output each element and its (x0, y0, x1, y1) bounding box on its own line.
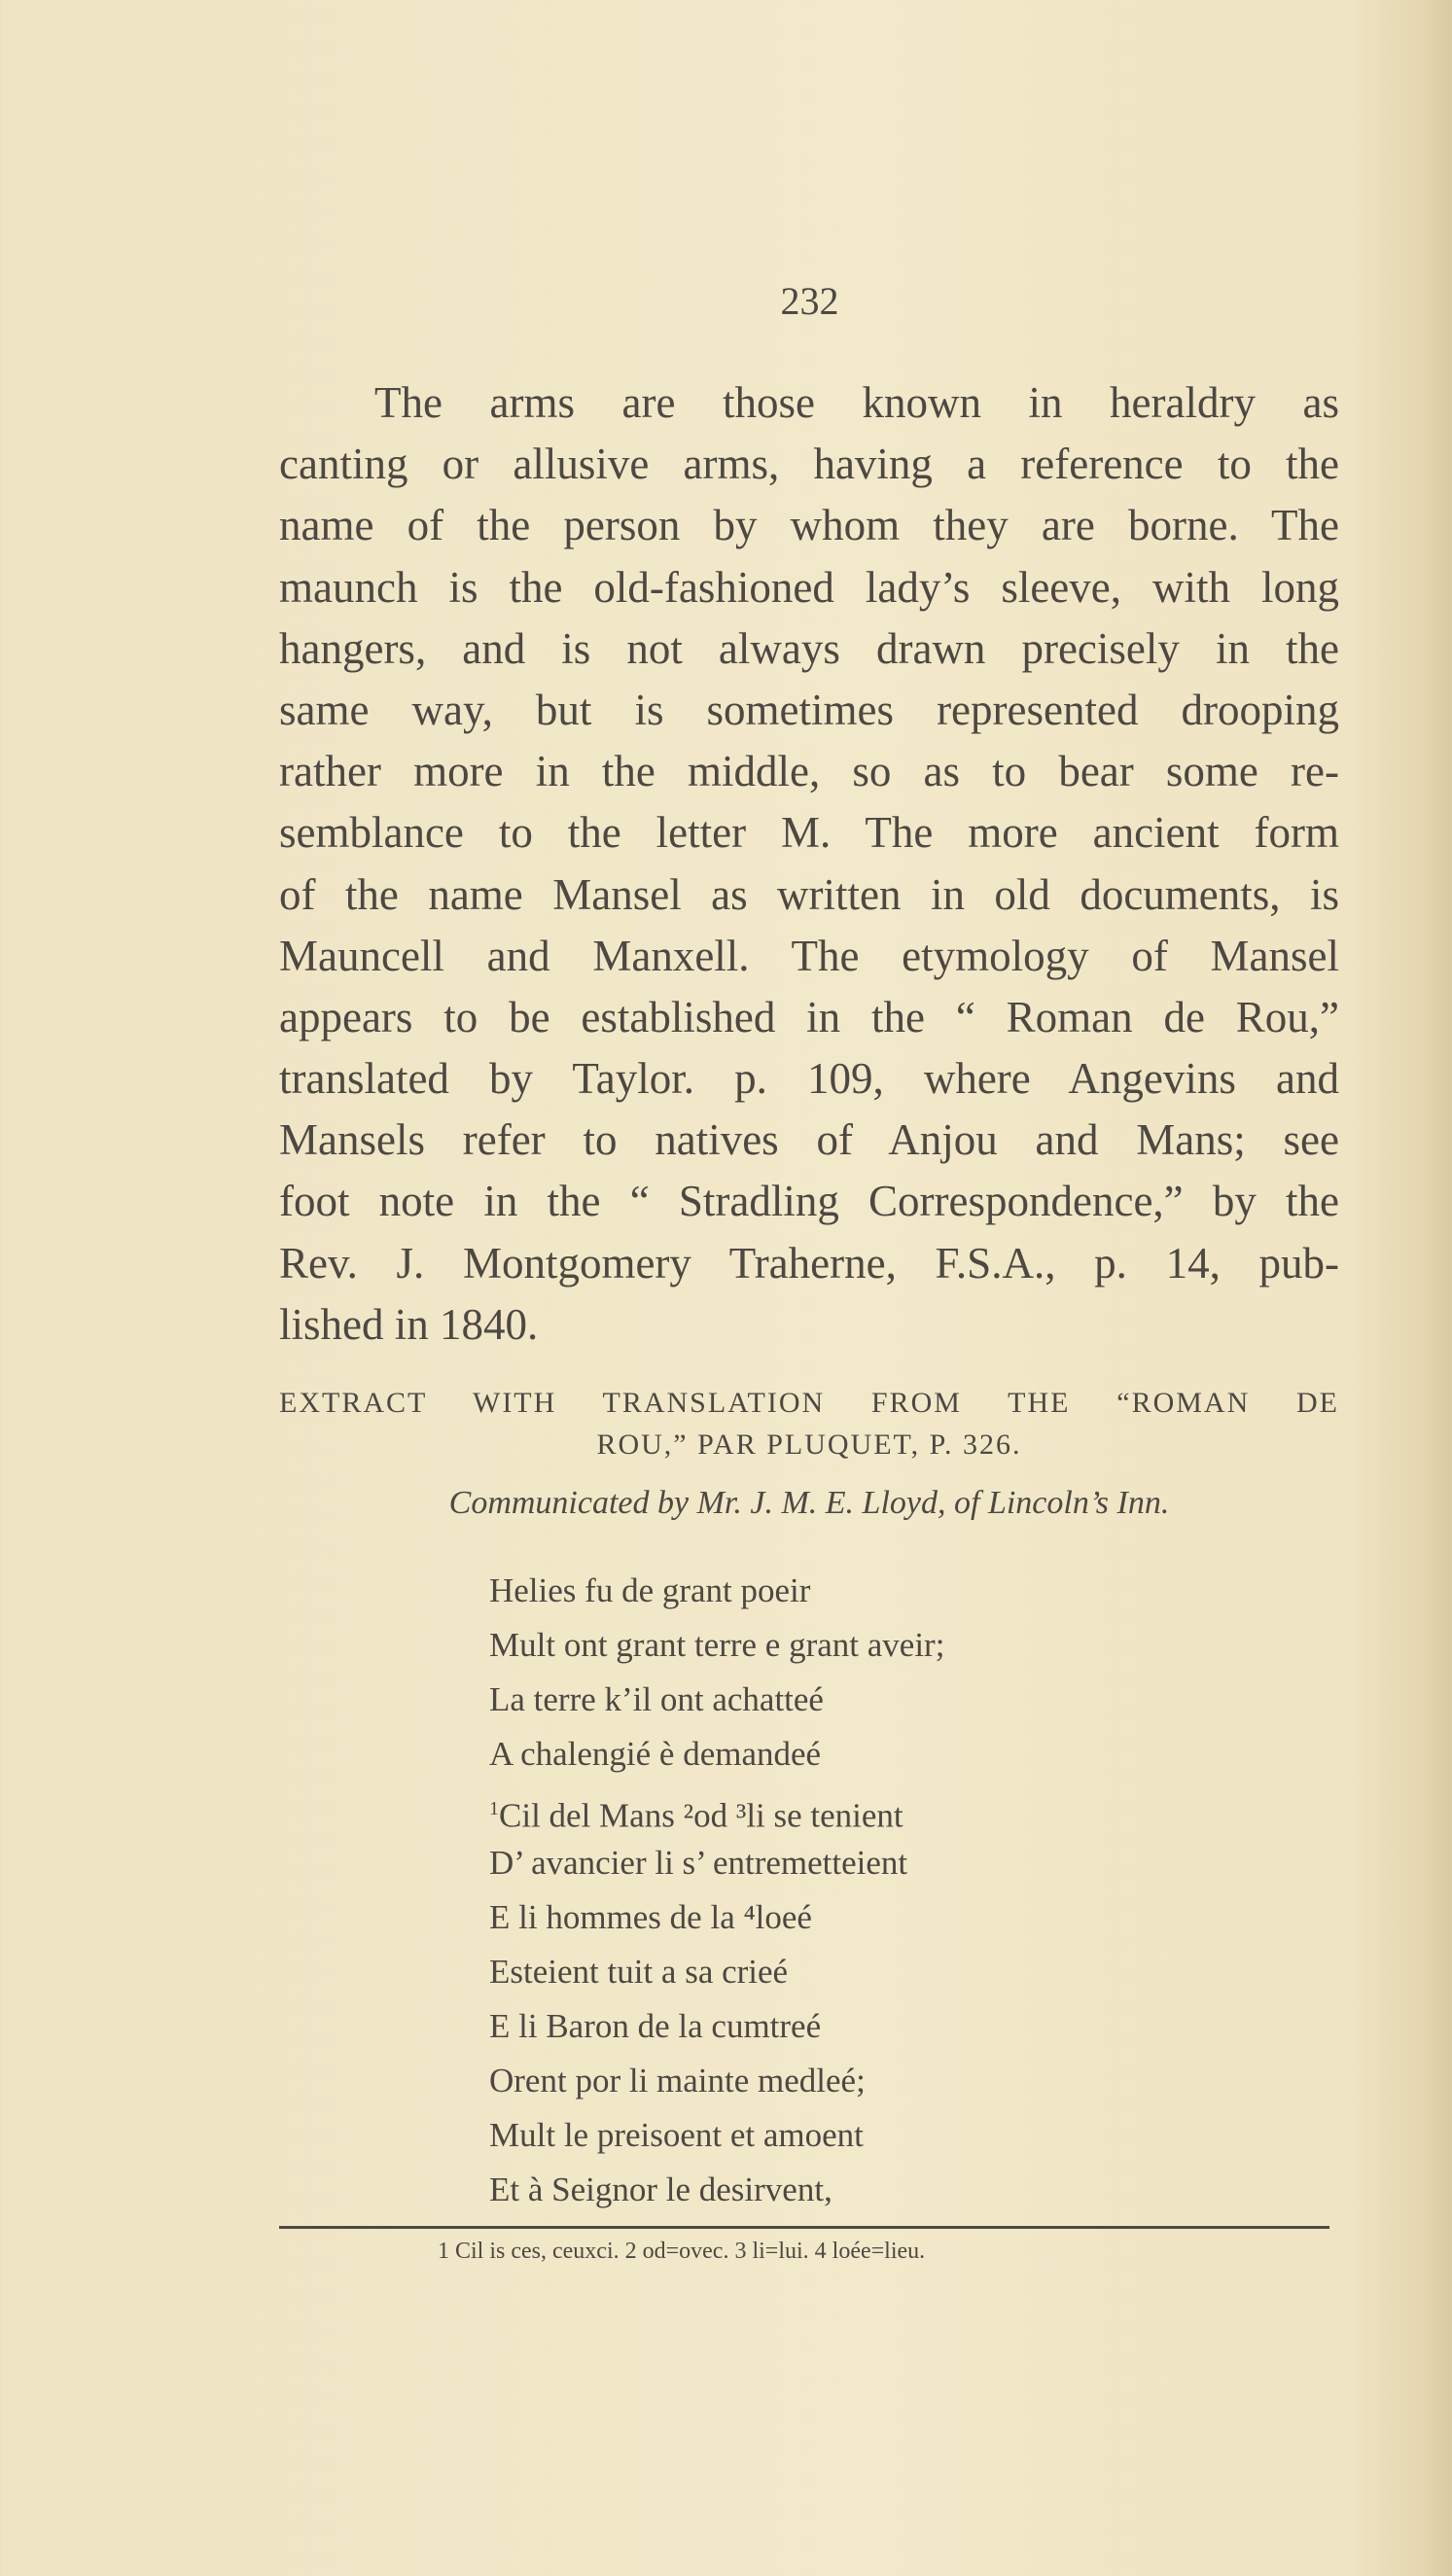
footnote-divider (279, 2226, 1329, 2229)
verse-text: Cil del Mans ²od ³li se tenient (499, 1796, 903, 1835)
paragraph-line: Mauncell and Manxell. The etymology of Mansel (279, 931, 1339, 980)
body-paragraph (279, 372, 1339, 1356)
paragraph-line: Rev. J. Montgomery Traherne, F.S.A., p. 14, pub- (279, 1238, 1339, 1288)
verse-line: Et à Seignor le desirvent, (489, 2170, 832, 2208)
verse-line: Mult le preisoent et amoent (489, 2116, 864, 2154)
footnotes: 1 Cil is ces, ceuxci. 2 od=ovec. 3 li=lui. 4 loée=lieu. (438, 2239, 926, 2264)
paragraph-line: canting or allusive arms, having a reference to the (279, 440, 1339, 489)
paragraph-line: translated by Taylor. p. 109, where Angevins and (279, 1054, 1339, 1104)
page-number: 232 (780, 279, 839, 323)
section-heading-line-1: EXTRACT WITH TRANSLATION FROM THE “ROMAN DE (279, 1387, 1339, 1419)
verse-line: E li Baron de la cumtreé (489, 2007, 822, 2045)
verse-line: La terre k’il ont achatteé (489, 1680, 824, 1718)
paragraph-line: Mansels refer to natives of Anjou and Mans; see (279, 1115, 1339, 1165)
section-heading-line-2: ROU,” PAR PLUQUET, P. 326. (596, 1429, 1022, 1461)
verse-line (489, 1782, 944, 1836)
paragraph-line: semblance to the letter M. The more ancient form (279, 808, 1339, 858)
verse-line: Mult ont grant terre e grant aveir; (489, 1626, 945, 1664)
paragraph-line: name of the person by whom they are borne. The (279, 501, 1339, 550)
verse-line: Helies fu de grant poeir (489, 1571, 811, 1609)
paragraph-line: of the name Mansel as written in old documents, is (279, 869, 1339, 919)
verse-line: Orent por li mainte medleé; (489, 2062, 866, 2100)
verse-extract (489, 1564, 944, 2217)
paragraph-line: foot note in the “ Stradling Correspondence,” by the (279, 1177, 1339, 1226)
paragraph-line: rather more in the middle, so as to bear some re- (279, 747, 1339, 796)
paragraph-line: hangers, and is not always drawn precisely in the (279, 623, 1339, 673)
footnote-marker: 1 (489, 1798, 499, 1819)
verse-line: D’ avancier li s’ entremetteient (489, 1844, 908, 1882)
verse-line: A chalengié è demandeé (489, 1735, 822, 1773)
paragraph-line: same way, but is sometimes represented drooping (279, 685, 1339, 734)
paragraph-line: lished in 1840. (279, 1299, 539, 1349)
paragraph-line: maunch is the old-fashioned lady’s sleeve, with long (279, 562, 1339, 612)
verse-line: Esteient tuit a sa crieé (489, 1953, 789, 1991)
paragraph-line: appears to be established in the “ Roman de Rou,” (279, 992, 1339, 1041)
verse-line: E li hommes de la ⁴loeé (489, 1898, 812, 1936)
paragraph-line: The arms are those known in heraldry as (374, 378, 1339, 427)
attribution: Communicated by Mr. J. M. E. Lloyd, of Lincoln’s Inn. (448, 1485, 1170, 1521)
